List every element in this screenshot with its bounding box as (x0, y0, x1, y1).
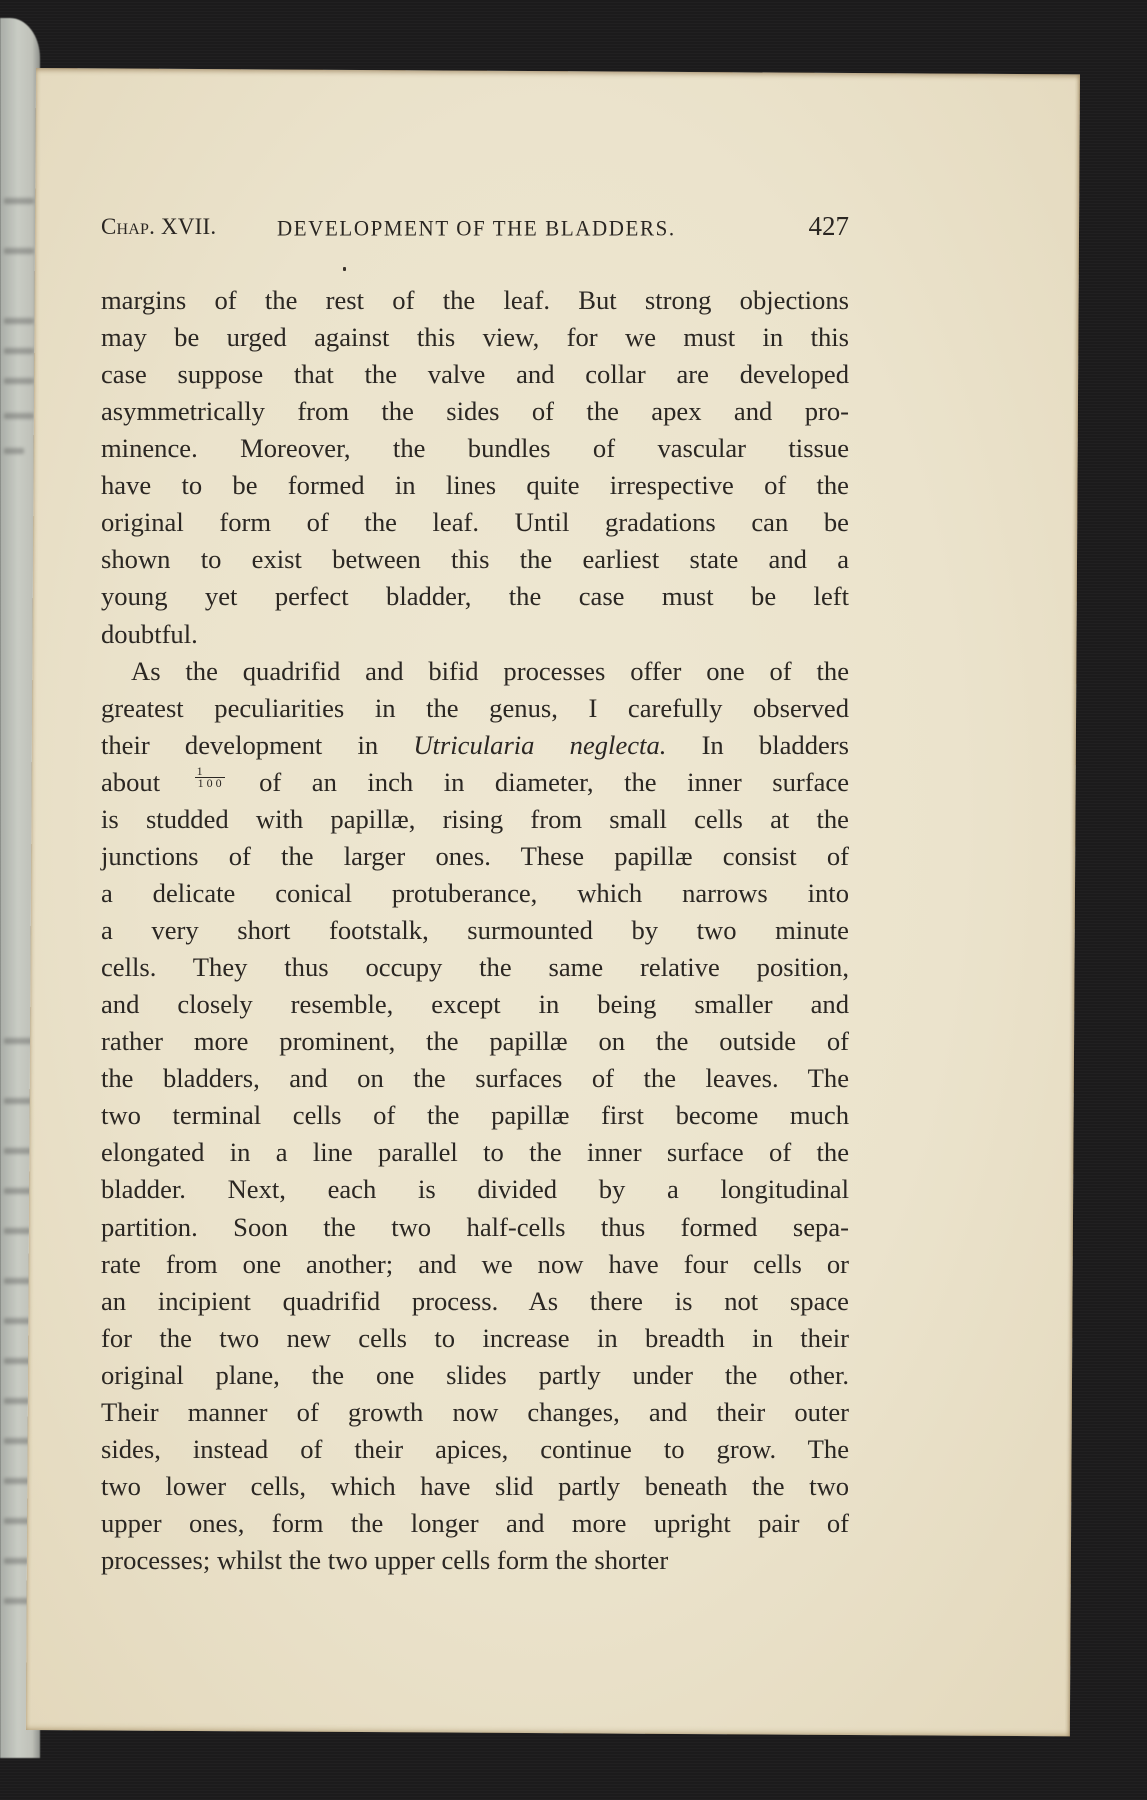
ink-speck (343, 267, 346, 271)
chapter-label: Chap. XVII. (101, 214, 217, 239)
text-line: original plane, the one slides partly under the other. (101, 1359, 849, 1390)
page-number: 427 (808, 211, 849, 241)
species-name-italic: Utricularia neglecta. (413, 729, 667, 760)
text-line: doubtful. (101, 618, 198, 649)
text-line: the bladders, and on the surfaces of the leaves. The (101, 1063, 849, 1094)
text-segment: their development in (101, 729, 414, 760)
text-line: minence. Moreover, the bundles of vascular tissue (101, 433, 849, 464)
text-line: As the quadrifid and bifid processes offer one of the (131, 655, 849, 686)
text-line: may be urged against this view, for we must in this (101, 322, 849, 353)
text-line: case suppose that the valve and collar are developed (101, 359, 849, 390)
running-title: DEVELOPMENT OF THE BLADDERS. (277, 215, 676, 241)
text-segment: In bladders (666, 729, 849, 760)
text-line: rather more prominent, the papillæ on the outside of (101, 1026, 849, 1057)
text-line: Their manner of growth now changes, and their outer (101, 1396, 849, 1427)
text-line: cells. They thus occupy the same relative position, (101, 952, 849, 983)
text-line: is studded with papillæ, rising from small cells at the (101, 803, 849, 834)
text-line: sides, instead of their apices, continue to grow. The (101, 1433, 849, 1464)
text-line: an incipient quadrifid process. As there is not space (101, 1285, 849, 1316)
text-line: processes; whilst the two upper cells form the shorter (101, 1545, 669, 1576)
text-line: two terminal cells of the papillæ first become much (101, 1100, 849, 1131)
text-segment: about (101, 766, 191, 797)
text-line: upper ones, form the longer and more upright pair of (101, 1507, 849, 1538)
text-line: bladder. Next, each is divided by a longitudinal (101, 1174, 849, 1205)
text-line: junctions of the larger ones. These papillæ consist of (101, 840, 849, 871)
text-line (101, 727, 849, 763)
running-header (101, 211, 849, 244)
text-line: a very short footstalk, surmounted by two minute (101, 915, 849, 946)
fraction-denominator: 100 (197, 775, 225, 790)
text-line: and closely resemble, except in being smaller and (101, 989, 849, 1020)
text-line: original form of the leaf. Until gradations can be (101, 507, 849, 538)
fraction (195, 763, 225, 790)
text-line: for the two new cells to increase in breadth in their (101, 1322, 849, 1353)
text-line: margins of the rest of the leaf. But strong objections (101, 285, 849, 315)
text-line: elongated in a line parallel to the inner surface of the (101, 1137, 849, 1168)
text-line: have to be formed in lines quite irrespective of the (101, 470, 849, 501)
text-line: rate from one another; and we now have four cells or (101, 1248, 849, 1279)
text-line: partition. Soon the two half-cells thus formed sepa- (101, 1211, 849, 1242)
fraction-numerator: 1 (195, 766, 225, 778)
text-line: greatest peculiarities in the genus, I carefully observed (101, 692, 849, 723)
text-line: young yet perfect bladder, the case must be left (101, 581, 849, 612)
text-segment: of an inch in diameter, the inner surface (228, 766, 850, 797)
text-line: two lower cells, which have slid partly beneath the two (101, 1470, 849, 1501)
text-line (101, 764, 849, 800)
text-line: a delicate conical protuberance, which narrows into (101, 877, 849, 908)
text-line: asymmetrically from the sides of the apex and pro- (101, 396, 849, 427)
text-line: shown to exist between this the earliest state and a (101, 544, 849, 575)
